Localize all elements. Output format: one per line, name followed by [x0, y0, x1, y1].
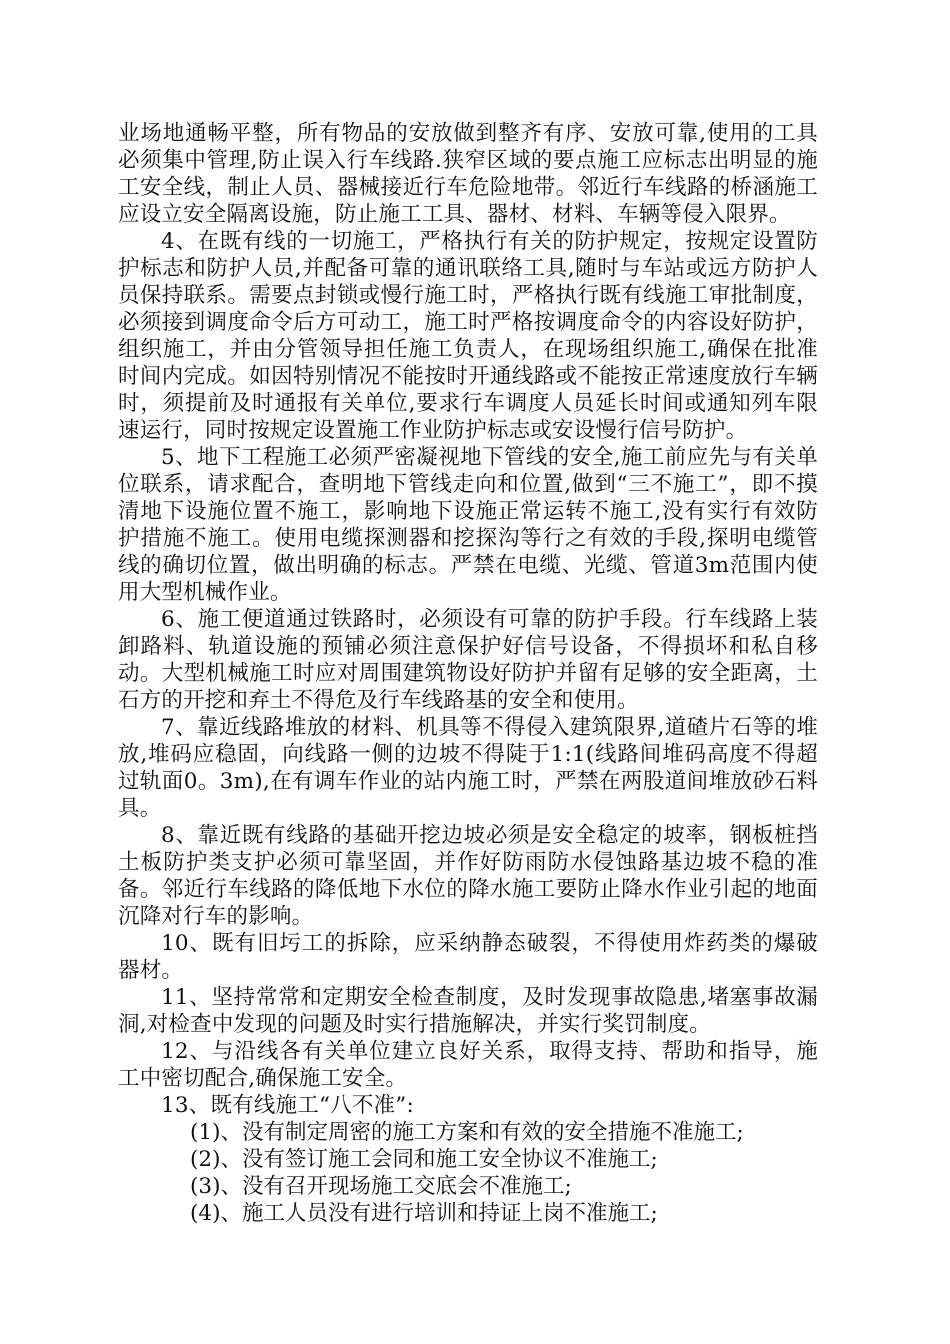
list-item: (2)、没有签订施工会同和施工安全协议不准施工;	[190, 1147, 658, 1172]
paragraph-item-11: 11、坚持常常和定期安全检查制度，及时发现事故隐患,堵塞事故漏洞,对检查中发现的问题及时实行措施解决，并实行奖罚制度。	[118, 985, 818, 1037]
paragraph-item-10: 10、既有旧圬工的拆除，应采纳静态破裂，不得使用炸药类的爆破器材。	[118, 931, 818, 983]
list-item: (3)、没有召开现场施工交底会不准施工;	[190, 1174, 572, 1199]
paragraph-item-7: 7、靠近线路堆放的材料、机具等不得侵入建筑限界,道碴片石等的堆放,堆码应稳固，向线路一侧的边坡不得陡于1:1(线路间堆码高度不得超过轨面0。3m),在有调车作业的站内施工时，严禁在两股道间堆放砂石料具。	[118, 715, 818, 821]
paragraph-item-4: 4、在既有线的一切施工，严格执行有关的防护规定，按规定设置防护标志和防护人员,并配备可靠的通讯联络工具,随时与车站或远方防护人员保持联系。需要点封锁或慢行施工时，严格执行既有线施工审批制度，必须接到调度命令后方可动工，施工时严格按调度命令的内容设好防护，组织施工，并由分管领导担任施工负责人，在现场组织施工,确保在批准时间内完成。如因特别情况不能按时开通线路或不能按正常速度放行车辆时，须提前及时通报有关单位,要求行车调度人员延长时间或通知列车限速运行，同时按规定设置施工作业防护标志或安设慢行信号防护。	[118, 229, 818, 443]
paragraph-item-5: 5、地下工程施工必须严密凝视地下管线的安全,施工前应先与有关单位联系，请求配合，查明地下管线走向和位置,做到“三不施工”，即不摸清地下设施位置不施工，影响地下设施正常运转不施工,没有实行有效防护措施不施工。使用电缆探测器和挖探沟等行之有效的手段,探明电缆管线的确切位置，做出明确的标志。严禁在电缆、光缆、管道3m范围内使用大型机械作业。	[118, 445, 818, 605]
document-page	[118, 120, 818, 1227]
paragraph-continuation: 业场地通畅平整，所有物品的安放做到整齐有序、安放可靠,使用的工具必须集中管理,防止误入行车线路.狭窄区域的要点施工应标志出明显的施工安全线，制止人员、器械接近行车危险地带。邻近行车线路的桥涵施工应设立安全隔离设施，防止施工工具、器材、材料、车辆等侵入限界。	[118, 121, 818, 227]
paragraph-item-12: 12、与沿线各有关单位建立良好关系，取得支持、帮助和指导，施工中密切配合,确保施工安全。	[118, 1039, 818, 1091]
paragraph-item-8: 8、靠近既有线路的基础开挖边坡必须是安全稳定的坡率，钢板桩挡土板防护类支护必须可靠坚固，并作好防雨防水侵蚀路基边坡不稳的准备。邻近行车线路的降低地下水位的降水施工要防止降水作业引起的地面沉降对行车的影响。	[118, 823, 818, 929]
paragraph-item-13: 13、既有线施工“八不准”:	[161, 1093, 414, 1118]
paragraph-item-6: 6、施工便道通过铁路时，必须设有可靠的防护手段。行车线路上装卸路料、轨道设施的预铺必须注意保护好信号设备，不得损坏和私自移动。大型机械施工时应对周围建筑物设好防护并留有足够的安全距离，土石方的开挖和弃土不得危及行车线路基的安全和使用。	[118, 607, 818, 713]
list-item: (1)、没有制定周密的施工方案和有效的安全措施不准施工;	[190, 1120, 744, 1145]
list-item: (4)、施工人员没有进行培训和持证上岗不准施工;	[190, 1201, 658, 1226]
